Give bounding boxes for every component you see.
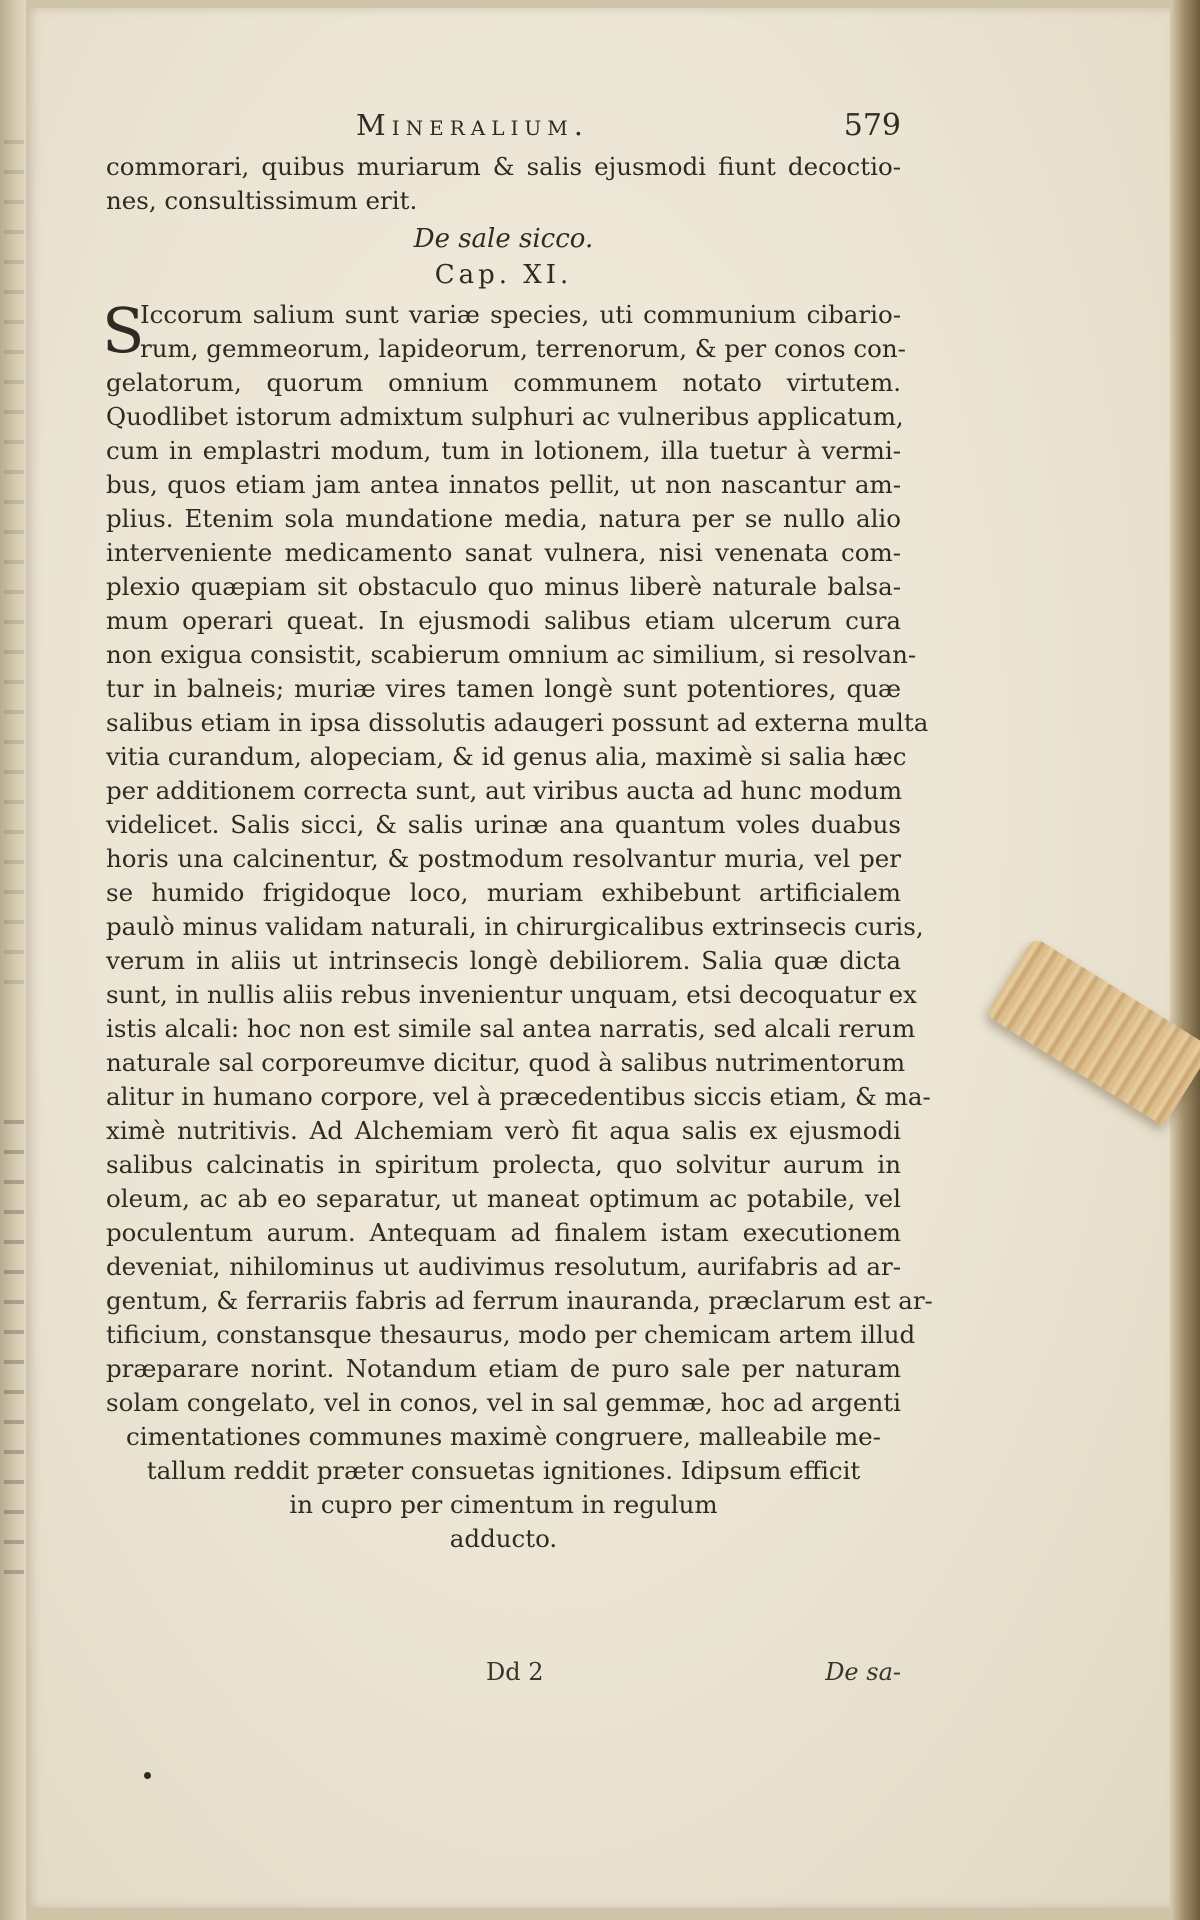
section-title: De sale sicco. bbox=[413, 224, 594, 254]
text-line: ximè nutritivis. Ad Alchemiam verò fit aqua salis ex ejusmodi bbox=[106, 1116, 901, 1145]
catchword: De sa- bbox=[825, 1658, 901, 1686]
text-line: tallum reddit præter consuetas ignitiones. Idipsum efficit bbox=[146, 1456, 861, 1485]
text-line: plexio quæpiam sit obstaculo quo minus liberè naturale balsa- bbox=[106, 572, 901, 601]
text-line: bus, quos etiam jam antea innatos pellit, ut non nascantur am- bbox=[106, 470, 901, 499]
binding-stub-marks-lower bbox=[4, 1120, 24, 1600]
text-line: tur in balneis; muriæ vires tamen longè sunt potentiores, quæ bbox=[106, 674, 901, 703]
text-line: se humido frigidoque loco, muriam exhibebunt artificialem bbox=[106, 878, 901, 907]
binding-stub-marks bbox=[4, 140, 24, 1000]
text-line: videlicet. Salis sicci, & salis urinæ ana quantum voles duabus bbox=[106, 810, 901, 839]
text-line: adducto. bbox=[449, 1524, 558, 1553]
text-line: sunt, in nullis aliis rebus invenientur unquam, etsi decoquatur ex bbox=[106, 980, 918, 1009]
text-line: Iccorum salium sunt variæ species, uti communium cibario- bbox=[140, 300, 901, 329]
text-line: gentum, & ferrariis fabris ad ferrum inauranda, præclarum est ar- bbox=[106, 1286, 933, 1315]
text-line: salibus calcinatis in spiritum prolecta, quo solvitur aurum in bbox=[106, 1150, 901, 1179]
running-head: Mineralium. bbox=[356, 108, 589, 142]
paragraph bbox=[102, 294, 933, 1556]
page-footer bbox=[106, 1658, 901, 1692]
text-line: oleum, ac ab eo separatur, ut maneat optimum ac potabile, vel bbox=[106, 1184, 901, 1213]
text-line: rum, gemmeorum, lapideorum, terrenorum, & per conos con- bbox=[140, 334, 906, 363]
text-line: horis una calcinentur, & postmodum resolvantur muria, vel per bbox=[106, 844, 901, 873]
text-line: deveniat, nihilominus ut audivimus resolutum, aurifabris ad ar- bbox=[106, 1252, 901, 1281]
text-line: præparare norint. Notandum etiam de puro sale per naturam bbox=[106, 1354, 901, 1383]
text-line: nes, consultissimum erit. bbox=[106, 186, 418, 215]
text-line: naturale sal corporeumve dicitur, quod à salibus nutrimentorum bbox=[106, 1048, 906, 1077]
text-line: istis alcali: hoc non est simile sal antea narratis, sed alcali rerum bbox=[106, 1014, 916, 1043]
text-line: commorari, quibus muriarum & salis ejusmodi fiunt decoctio- bbox=[106, 152, 901, 181]
text-line: non exigua consistit, scabierum omnium ac similium, si resolvan- bbox=[106, 640, 917, 669]
text-line: poculentum aurum. Antequam ad finalem istam executionem bbox=[106, 1218, 901, 1247]
ink-dot bbox=[144, 1772, 151, 1779]
text-line: cum in emplastri modum, tum in lotionem, illa tuetur à vermi- bbox=[106, 436, 901, 465]
text-line: paulò minus validam naturali, in chirurgicalibus extrinsecis curis, bbox=[106, 912, 924, 941]
book-page bbox=[26, 8, 1170, 1908]
chapter-heading: Cap. XI. bbox=[434, 260, 573, 290]
text-line: in cupro per cimentum in regulum bbox=[289, 1490, 718, 1519]
text-line: plius. Etenim sola mundatione media, natura per se nullo alio bbox=[106, 504, 901, 533]
body-text bbox=[102, 150, 933, 1556]
drop-cap: S bbox=[102, 294, 145, 367]
text-line: verum in aliis ut intrinsecis longè debiliorem. Salia quæ dicta bbox=[106, 946, 901, 975]
text-line: tificium, constansque thesaurus, modo per chemicam artem illud bbox=[106, 1320, 916, 1349]
signature-mark: Dd 2 bbox=[486, 1658, 544, 1686]
text-line: alitur in humano corpore, vel à præcedentibus siccis etiam, & ma- bbox=[106, 1082, 931, 1111]
text-line: interveniente medicamento sanat vulnera, nisi venenata com- bbox=[106, 538, 901, 567]
text-line: Quodlibet istorum admixtum sulphuri ac vulneribus applicatum, bbox=[106, 402, 904, 431]
text-line: per additionem correcta sunt, aut viribus aucta ad hunc modum bbox=[106, 776, 903, 805]
text-line: cimentationes communes maximè congruere, malleabile me- bbox=[126, 1422, 881, 1451]
text-line: gelatorum, quorum omnium communem notato virtutem. bbox=[106, 368, 901, 397]
text-line: mum operari queat. In ejusmodi salibus etiam ulcerum cura bbox=[106, 606, 901, 635]
text-line: vitia curandum, alopeciam, & id genus alia, maximè si salia hæc bbox=[106, 742, 907, 771]
next-page-edge bbox=[1170, 0, 1200, 1920]
page-number: 579 bbox=[843, 108, 901, 143]
text-line: solam congelato, vel in conos, vel in sal gemmæ, hoc ad argenti bbox=[106, 1388, 901, 1417]
text-line: salibus etiam in ipsa dissolutis adaugeri possunt ad externa multa bbox=[106, 708, 929, 737]
